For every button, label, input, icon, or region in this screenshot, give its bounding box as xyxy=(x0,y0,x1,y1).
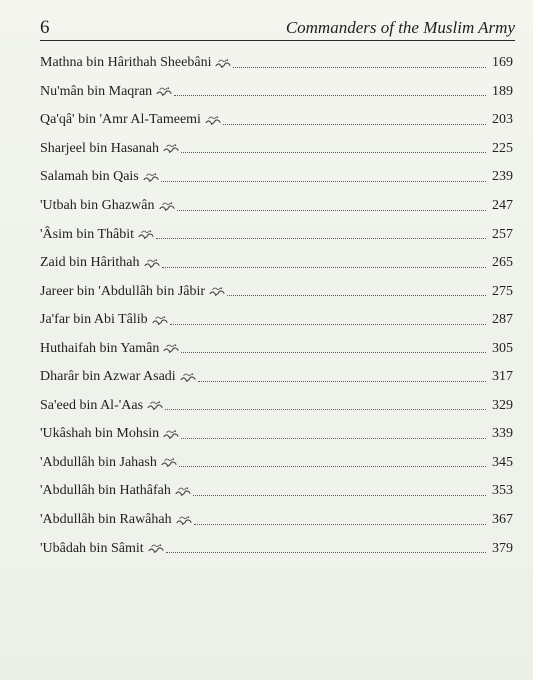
entry-name: 'Abdullâh bin Hathâfah xyxy=(40,483,171,499)
honorific-icon xyxy=(176,515,192,526)
dot-leader xyxy=(166,552,486,553)
honorific-icon xyxy=(143,172,159,183)
entry-name: 'Ukâshah bin Mohsin xyxy=(40,426,160,442)
page-number: 6 xyxy=(40,17,50,38)
entry-name: Zaid bin Hârithah xyxy=(40,255,140,271)
entry-page-number: 367 xyxy=(492,512,513,528)
toc-entry xyxy=(40,420,513,449)
entry-name: Mathna bin Hârithah Sheebâni xyxy=(40,55,212,71)
entry-name: Jareer bin 'Abdullâh bin Jâbir xyxy=(40,283,206,299)
entry-name: Sa'eed bin Al-'Aas xyxy=(40,397,144,413)
dot-leader xyxy=(193,495,486,496)
honorific-icon xyxy=(156,86,172,97)
honorific-icon xyxy=(144,258,160,269)
entry-name: 'Abdullâh bin Jahash xyxy=(40,454,157,470)
honorific-icon xyxy=(209,286,225,297)
entry-name: 'Abdullâh bin Rawâhah xyxy=(40,512,172,528)
honorific-icon xyxy=(138,229,154,240)
entry-name: Huthaifah bin Yamân xyxy=(40,340,160,356)
entry-name: Nu'mân bin Maqran xyxy=(40,83,153,99)
entry-name: Sharjeel bin Hasanah xyxy=(40,140,159,156)
toc-entry xyxy=(40,49,513,78)
toc-entry xyxy=(40,106,513,135)
entry-page-number: 305 xyxy=(492,340,513,356)
entry-page-number: 287 xyxy=(492,312,513,328)
honorific-icon xyxy=(163,343,179,354)
entry-name: Qa'qâ' bin 'Amr Al-Tameemi xyxy=(40,112,201,128)
dot-leader xyxy=(162,267,486,268)
entry-page-number: 257 xyxy=(492,226,513,242)
honorific-icon xyxy=(148,543,164,554)
honorific-icon xyxy=(152,315,168,326)
table-of-contents xyxy=(40,49,513,563)
toc-entry xyxy=(40,220,513,249)
honorific-icon xyxy=(205,115,221,126)
dot-leader xyxy=(233,67,486,68)
toc-entry xyxy=(40,135,513,164)
entry-name: Ja'far bin Abi Tâlib xyxy=(40,312,148,328)
honorific-icon xyxy=(215,58,231,69)
toc-entry xyxy=(40,506,513,535)
running-head: Commanders of the Muslim Army xyxy=(285,18,515,37)
dot-leader xyxy=(156,238,486,239)
honorific-icon xyxy=(161,457,177,468)
toc-entry xyxy=(40,306,513,335)
toc-entry xyxy=(40,392,513,421)
entry-name: Salamah bin Qais xyxy=(40,169,139,185)
toc-entry xyxy=(40,249,513,278)
entry-page-number: 329 xyxy=(492,397,513,413)
entry-name: 'Âsim bin Thâbit xyxy=(40,226,135,242)
toc-entry xyxy=(40,477,513,506)
honorific-icon xyxy=(175,486,191,497)
toc-entry xyxy=(40,78,513,107)
page-header xyxy=(40,16,515,41)
entry-page-number: 189 xyxy=(492,83,513,99)
entry-name: 'Utbah bin Ghazwân xyxy=(40,198,155,213)
toc-entry xyxy=(40,363,513,392)
dot-leader xyxy=(165,409,486,410)
dot-leader xyxy=(170,324,486,325)
entry-page-number: 265 xyxy=(492,255,513,271)
toc-entry xyxy=(40,334,513,363)
entry-page-number: 203 xyxy=(492,112,513,128)
honorific-icon xyxy=(163,143,179,154)
toc-entry xyxy=(40,192,513,221)
dot-leader xyxy=(181,438,486,439)
toc-entry xyxy=(40,449,513,478)
entry-name: 'Ubâdah bin Sâmit xyxy=(40,540,144,556)
dot-leader xyxy=(161,181,486,182)
dot-leader xyxy=(223,124,486,125)
honorific-icon xyxy=(147,400,163,411)
entry-page-number: 275 xyxy=(492,283,513,299)
entry-name: Dharâr bin Azwar Asadi xyxy=(40,369,176,385)
entry-page-number: 379 xyxy=(492,540,513,556)
dot-leader xyxy=(177,210,487,211)
entry-page-number: 353 xyxy=(492,483,513,499)
honorific-icon xyxy=(180,372,196,383)
entry-page-number: 239 xyxy=(492,169,513,185)
entry-page-number: 339 xyxy=(492,426,513,442)
dot-leader xyxy=(198,381,486,382)
entry-page-number: 169 xyxy=(492,55,513,71)
entry-page-number: 247 xyxy=(492,198,513,213)
dot-leader xyxy=(194,524,486,525)
dot-leader xyxy=(181,152,486,153)
honorific-icon xyxy=(159,201,175,212)
honorific-icon xyxy=(163,429,179,440)
toc-entry xyxy=(40,534,513,563)
toc-entry xyxy=(40,163,513,192)
dot-leader xyxy=(179,466,486,467)
entry-page-number: 225 xyxy=(492,140,513,156)
dot-leader xyxy=(181,352,486,353)
toc-entry xyxy=(40,277,513,306)
dot-leader xyxy=(227,295,486,296)
dot-leader xyxy=(174,95,486,96)
entry-page-number: 345 xyxy=(492,454,513,470)
page-shadow xyxy=(0,560,533,680)
entry-page-number: 317 xyxy=(492,369,513,385)
